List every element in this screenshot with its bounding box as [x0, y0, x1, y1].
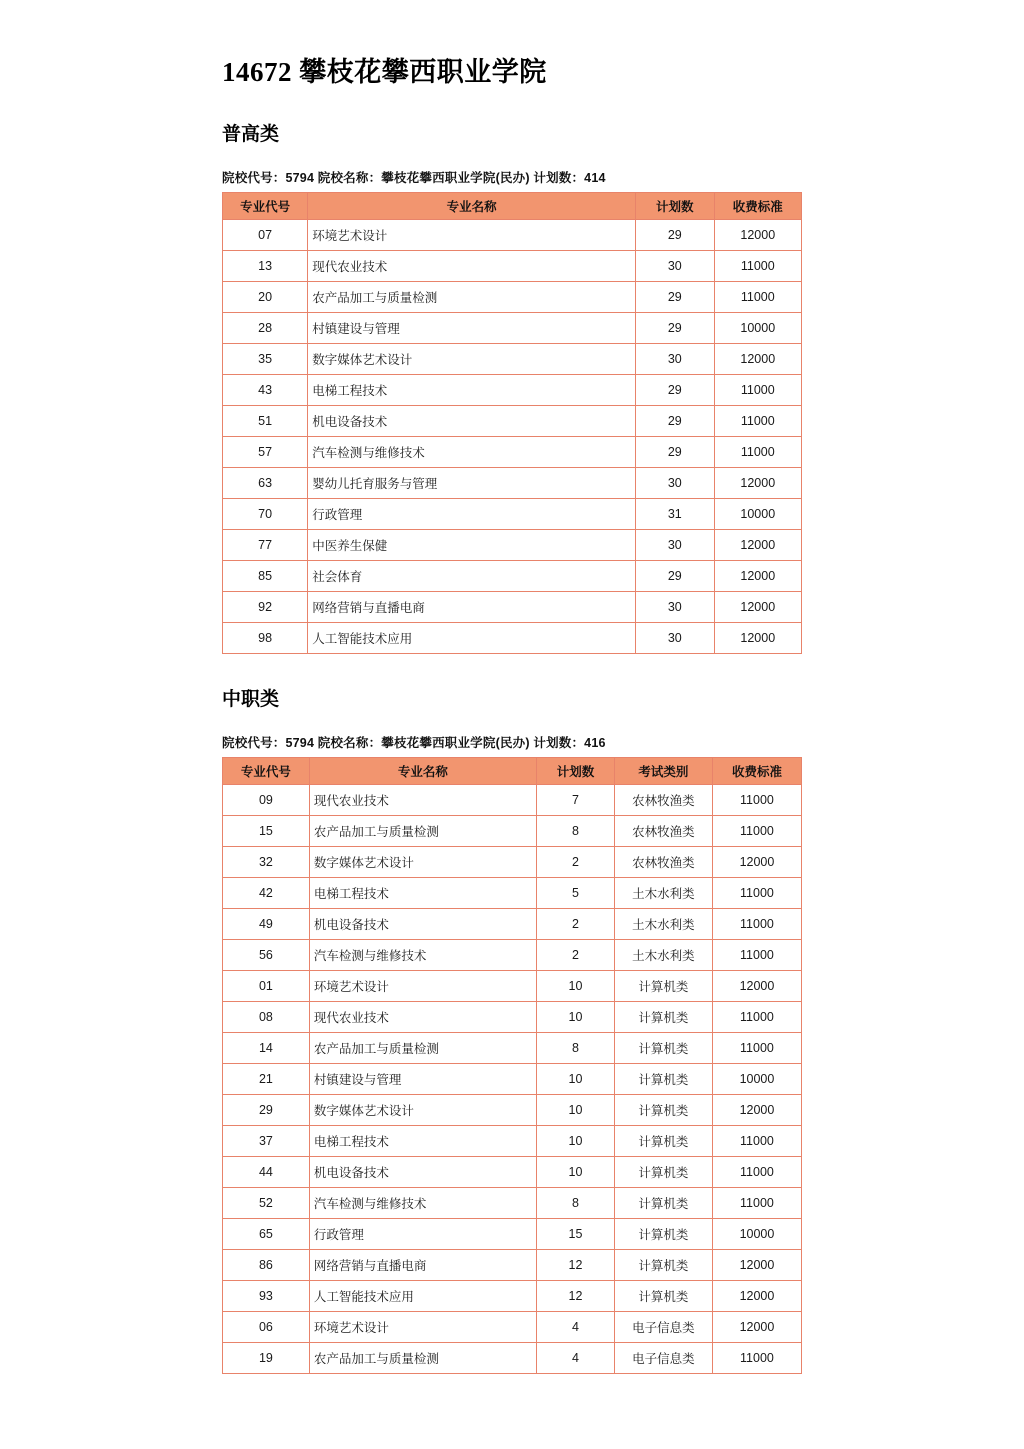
cell-exam-category: 计算机类 [614, 1281, 712, 1312]
cell-major-name: 电梯工程技术 [308, 375, 636, 406]
cell-fee: 10000 [712, 1219, 801, 1250]
cell-major-name: 机电设备技术 [309, 909, 536, 940]
cell-fee: 11000 [712, 785, 801, 816]
cell-plan-count: 2 [536, 847, 614, 878]
cell-major-code: 44 [223, 1157, 310, 1188]
cell-major-code: 98 [223, 623, 308, 654]
cell-fee: 11000 [712, 1126, 801, 1157]
cell-exam-category: 电子信息类 [614, 1312, 712, 1343]
cell-major-name: 汽车检测与维修技术 [309, 1188, 536, 1219]
cell-major-name: 数字媒体艺术设计 [309, 847, 536, 878]
cell-fee: 11000 [712, 1157, 801, 1188]
cell-major-code: 01 [223, 971, 310, 1002]
table-row [223, 1002, 802, 1033]
table-row [223, 1095, 802, 1126]
table-row [223, 375, 802, 406]
cell-fee: 10000 [714, 499, 801, 530]
cell-plan-count: 4 [536, 1343, 614, 1374]
cell-plan-count: 29 [635, 220, 714, 251]
column-header-fee: 收费标准 [712, 758, 801, 785]
cell-major-code: 28 [223, 313, 308, 344]
table-header-row [223, 193, 802, 220]
cell-plan-count: 30 [635, 592, 714, 623]
cell-major-code: 42 [223, 878, 310, 909]
cell-major-code: 93 [223, 1281, 310, 1312]
table-row [223, 468, 802, 499]
table-row [223, 220, 802, 251]
cell-fee: 12000 [714, 592, 801, 623]
table-row [223, 282, 802, 313]
table-row [223, 909, 802, 940]
cell-fee: 11000 [712, 940, 801, 971]
cell-fee: 10000 [712, 1064, 801, 1095]
cell-exam-category: 计算机类 [614, 1095, 712, 1126]
table-row [223, 847, 802, 878]
column-header-major-code: 专业代号 [223, 758, 310, 785]
cell-major-name: 农产品加工与质量检测 [309, 1033, 536, 1064]
cell-fee: 11000 [712, 1033, 801, 1064]
cell-major-code: 06 [223, 1312, 310, 1343]
table-row [223, 406, 802, 437]
cell-exam-category: 计算机类 [614, 1126, 712, 1157]
table-row [223, 1157, 802, 1188]
cell-major-code: 19 [223, 1343, 310, 1374]
cell-plan-count: 12 [536, 1281, 614, 1312]
table-row [223, 313, 802, 344]
table-row [223, 592, 802, 623]
cell-exam-category: 农林牧渔类 [614, 847, 712, 878]
cell-fee: 11000 [712, 816, 801, 847]
cell-fee: 12000 [712, 1250, 801, 1281]
table-row [223, 971, 802, 1002]
cell-major-code: 43 [223, 375, 308, 406]
cell-fee: 12000 [714, 623, 801, 654]
cell-fee: 11000 [712, 909, 801, 940]
cell-fee: 12000 [712, 1281, 801, 1312]
column-header-major-code: 专业代号 [223, 193, 308, 220]
column-header-major-name: 专业名称 [309, 758, 536, 785]
cell-major-name: 电梯工程技术 [309, 1126, 536, 1157]
cell-plan-count: 15 [536, 1219, 614, 1250]
cell-major-name: 社会体育 [308, 561, 636, 592]
cell-plan-count: 8 [536, 1188, 614, 1219]
cell-major-name: 人工智能技术应用 [309, 1281, 536, 1312]
cell-fee: 10000 [714, 313, 801, 344]
cell-fee: 12000 [712, 1312, 801, 1343]
cell-exam-category: 计算机类 [614, 1250, 712, 1281]
cell-major-code: 14 [223, 1033, 310, 1064]
cell-major-name: 人工智能技术应用 [308, 623, 636, 654]
column-header-exam-category: 考试类别 [614, 758, 712, 785]
cell-plan-count: 29 [635, 282, 714, 313]
cell-fee: 11000 [712, 1188, 801, 1219]
cell-fee: 12000 [714, 468, 801, 499]
table-row [223, 1126, 802, 1157]
cell-major-code: 29 [223, 1095, 310, 1126]
cell-major-name: 汽车检测与维修技术 [309, 940, 536, 971]
cell-major-code: 86 [223, 1250, 310, 1281]
cell-plan-count: 10 [536, 1157, 614, 1188]
cell-exam-category: 农林牧渔类 [614, 785, 712, 816]
table-row [223, 816, 802, 847]
cell-plan-count: 12 [536, 1250, 614, 1281]
cell-major-name: 村镇建设与管理 [309, 1064, 536, 1095]
column-header-major-name: 专业名称 [308, 193, 636, 220]
cell-fee: 12000 [712, 1095, 801, 1126]
cell-major-name: 现代农业技术 [309, 785, 536, 816]
cell-major-code: 37 [223, 1126, 310, 1157]
cell-major-code: 15 [223, 816, 310, 847]
cell-fee: 12000 [712, 847, 801, 878]
cell-plan-count: 8 [536, 1033, 614, 1064]
table-row [223, 251, 802, 282]
cell-fee: 12000 [714, 561, 801, 592]
cell-exam-category: 农林牧渔类 [614, 816, 712, 847]
cell-fee: 11000 [712, 878, 801, 909]
cell-exam-category: 土木水利类 [614, 878, 712, 909]
cell-major-code: 92 [223, 592, 308, 623]
table-row [223, 623, 802, 654]
cell-major-code: 52 [223, 1188, 310, 1219]
cell-plan-count: 2 [536, 909, 614, 940]
cell-major-name: 机电设备技术 [309, 1157, 536, 1188]
table-row [223, 1188, 802, 1219]
cell-major-code: 57 [223, 437, 308, 468]
cell-major-code: 70 [223, 499, 308, 530]
cell-exam-category: 计算机类 [614, 1219, 712, 1250]
cell-major-code: 49 [223, 909, 310, 940]
section-heading-general: 普高类 [222, 124, 280, 145]
column-header-plan-count: 计划数 [635, 193, 714, 220]
cell-major-code: 85 [223, 561, 308, 592]
table-row [223, 1343, 802, 1374]
cell-major-name: 网络营销与直播电商 [308, 592, 636, 623]
cell-major-code: 35 [223, 344, 308, 375]
cell-plan-count: 30 [635, 623, 714, 654]
table-row [223, 344, 802, 375]
cell-exam-category: 计算机类 [614, 1033, 712, 1064]
cell-plan-count: 10 [536, 1095, 614, 1126]
cell-plan-count: 29 [635, 437, 714, 468]
cell-plan-count: 31 [635, 499, 714, 530]
cell-fee: 12000 [714, 220, 801, 251]
cell-major-name: 现代农业技术 [309, 1002, 536, 1033]
cell-plan-count: 5 [536, 878, 614, 909]
table-caption-general: 院校代号：5794 院校名称：攀枝花攀西职业学院(民办) 计划数：414 [222, 171, 606, 185]
cell-plan-count: 10 [536, 1002, 614, 1033]
cell-major-code: 65 [223, 1219, 310, 1250]
cell-exam-category: 计算机类 [614, 971, 712, 1002]
column-header-plan-count: 计划数 [536, 758, 614, 785]
table-row [223, 1312, 802, 1343]
table-header-row [223, 758, 802, 785]
table-row [223, 1250, 802, 1281]
table-row [223, 530, 802, 561]
cell-major-code: 07 [223, 220, 308, 251]
cell-exam-category: 计算机类 [614, 1188, 712, 1219]
table-row [223, 1281, 802, 1312]
table-row [223, 1064, 802, 1095]
cell-major-code: 77 [223, 530, 308, 561]
cell-major-name: 现代农业技术 [308, 251, 636, 282]
cell-fee: 12000 [714, 530, 801, 561]
table-row [223, 437, 802, 468]
cell-plan-count: 2 [536, 940, 614, 971]
plan-table-vocational [222, 757, 802, 1374]
cell-major-name: 数字媒体艺术设计 [309, 1095, 536, 1126]
cell-plan-count: 30 [635, 530, 714, 561]
cell-plan-count: 30 [635, 468, 714, 499]
cell-major-name: 行政管理 [308, 499, 636, 530]
cell-exam-category: 计算机类 [614, 1064, 712, 1095]
cell-major-code: 56 [223, 940, 310, 971]
cell-major-name: 农产品加工与质量检测 [309, 1343, 536, 1374]
cell-major-name: 汽车检测与维修技术 [308, 437, 636, 468]
table-row [223, 940, 802, 971]
cell-major-code: 20 [223, 282, 308, 313]
cell-major-name: 数字媒体艺术设计 [308, 344, 636, 375]
cell-exam-category: 土木水利类 [614, 909, 712, 940]
cell-major-code: 09 [223, 785, 310, 816]
cell-major-name: 电梯工程技术 [309, 878, 536, 909]
cell-major-name: 农产品加工与质量检测 [308, 282, 636, 313]
cell-fee: 11000 [712, 1343, 801, 1374]
cell-plan-count: 29 [635, 406, 714, 437]
cell-major-code: 13 [223, 251, 308, 282]
table-row [223, 785, 802, 816]
cell-plan-count: 30 [635, 251, 714, 282]
cell-fee: 11000 [712, 1002, 801, 1033]
cell-major-code: 08 [223, 1002, 310, 1033]
cell-plan-count: 10 [536, 971, 614, 1002]
cell-plan-count: 30 [635, 344, 714, 375]
cell-major-name: 农产品加工与质量检测 [309, 816, 536, 847]
table-caption-vocational: 院校代号：5794 院校名称：攀枝花攀西职业学院(民办) 计划数：416 [222, 736, 606, 750]
cell-plan-count: 29 [635, 313, 714, 344]
cell-plan-count: 29 [635, 375, 714, 406]
cell-fee: 11000 [714, 282, 801, 313]
cell-exam-category: 电子信息类 [614, 1343, 712, 1374]
cell-major-name: 机电设备技术 [308, 406, 636, 437]
cell-plan-count: 10 [536, 1126, 614, 1157]
table-row [223, 878, 802, 909]
table-row [223, 1033, 802, 1064]
section-heading-vocational: 中职类 [222, 689, 280, 710]
cell-major-code: 51 [223, 406, 308, 437]
cell-plan-count: 7 [536, 785, 614, 816]
column-header-fee: 收费标准 [714, 193, 801, 220]
cell-exam-category: 计算机类 [614, 1002, 712, 1033]
page-title: 14672 攀枝花攀西职业学院 [222, 57, 547, 87]
cell-major-code: 63 [223, 468, 308, 499]
cell-fee: 12000 [714, 344, 801, 375]
cell-fee: 11000 [714, 437, 801, 468]
cell-fee: 11000 [714, 375, 801, 406]
cell-major-name: 中医养生保健 [308, 530, 636, 561]
cell-fee: 11000 [714, 251, 801, 282]
cell-exam-category: 计算机类 [614, 1157, 712, 1188]
plan-table-general [222, 192, 802, 654]
cell-major-name: 婴幼儿托育服务与管理 [308, 468, 636, 499]
cell-plan-count: 4 [536, 1312, 614, 1343]
cell-major-name: 村镇建设与管理 [308, 313, 636, 344]
cell-plan-count: 29 [635, 561, 714, 592]
cell-plan-count: 10 [536, 1064, 614, 1095]
cell-major-name: 行政管理 [309, 1219, 536, 1250]
cell-fee: 11000 [714, 406, 801, 437]
table-row [223, 561, 802, 592]
cell-major-code: 32 [223, 847, 310, 878]
cell-major-name: 环境艺术设计 [309, 971, 536, 1002]
cell-major-name: 网络营销与直播电商 [309, 1250, 536, 1281]
cell-fee: 12000 [712, 971, 801, 1002]
cell-major-name: 环境艺术设计 [309, 1312, 536, 1343]
table-row [223, 1219, 802, 1250]
cell-major-code: 21 [223, 1064, 310, 1095]
cell-exam-category: 土木水利类 [614, 940, 712, 971]
table-row [223, 499, 802, 530]
cell-plan-count: 8 [536, 816, 614, 847]
cell-major-name: 环境艺术设计 [308, 220, 636, 251]
